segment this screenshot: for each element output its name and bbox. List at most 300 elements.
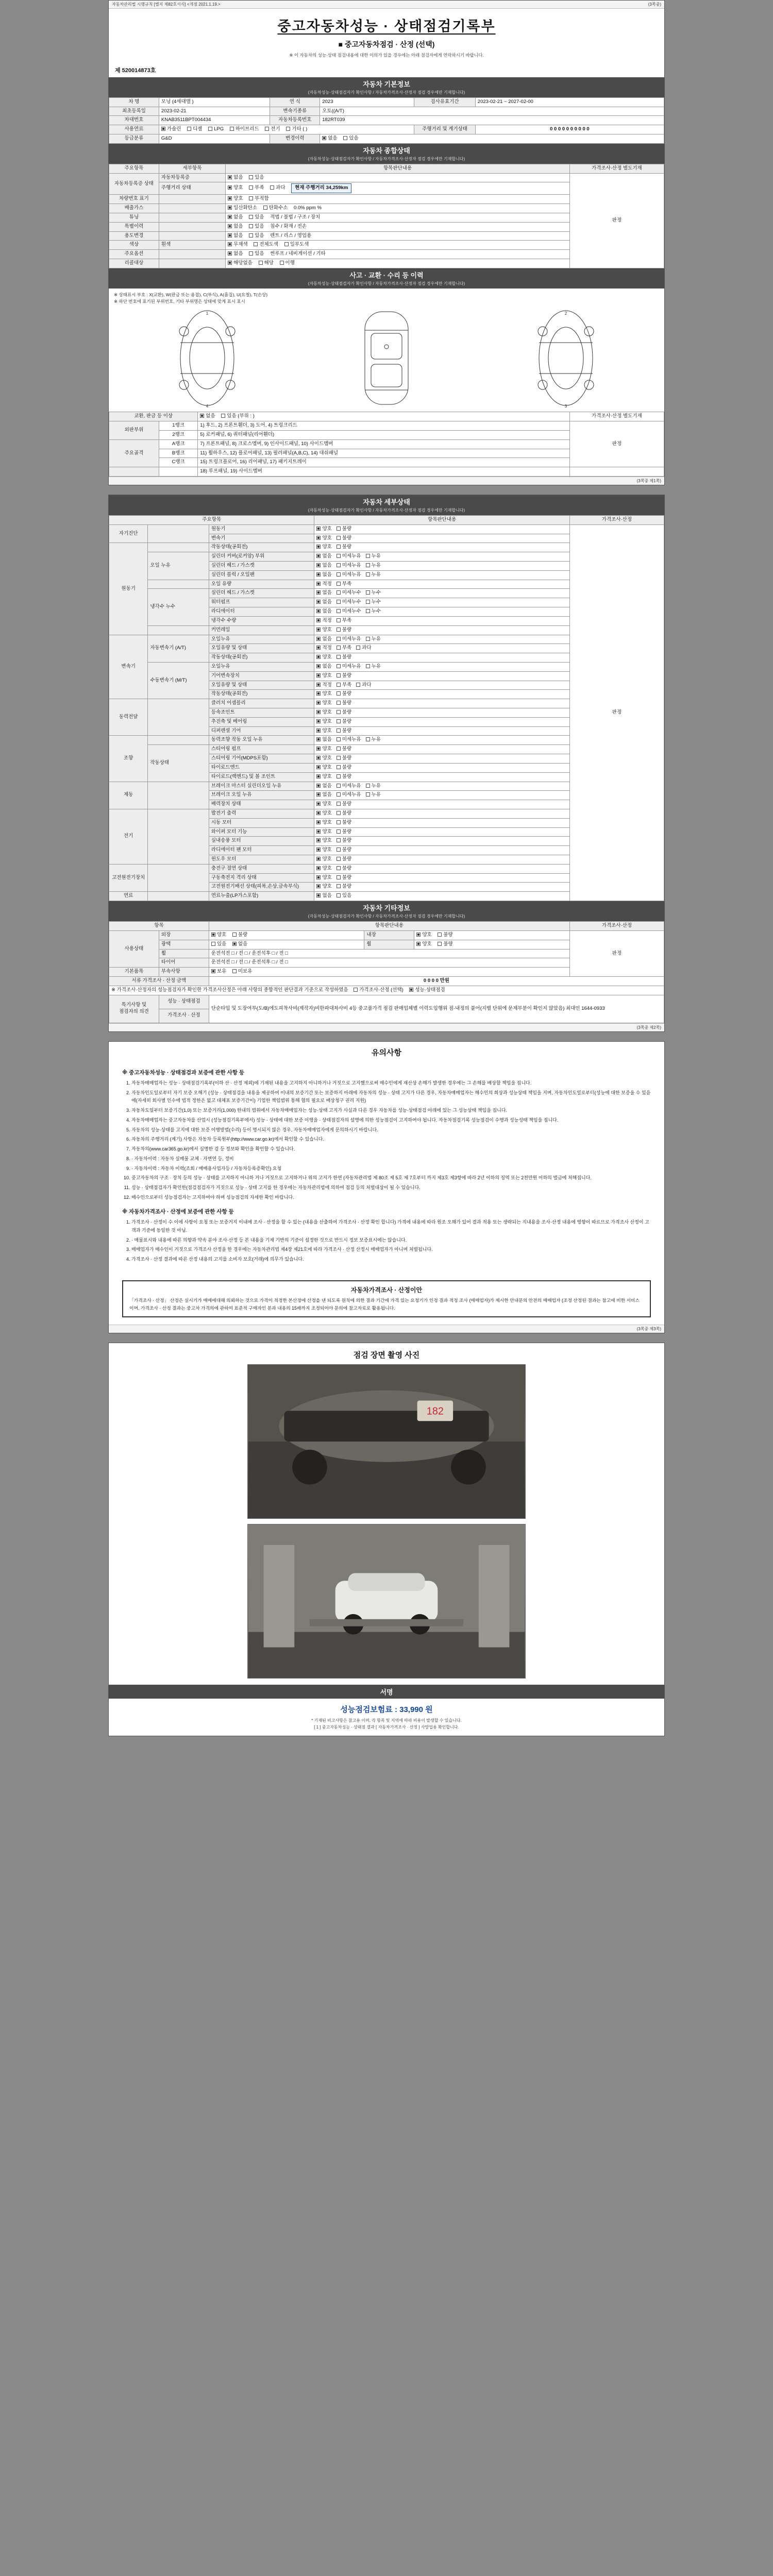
checkbox-icon[interactable] bbox=[337, 893, 341, 897]
detail-option[interactable] bbox=[337, 829, 351, 836]
checkbox-icon[interactable] bbox=[337, 701, 341, 705]
checkbox-icon[interactable] bbox=[316, 637, 321, 641]
detail-option[interactable] bbox=[366, 737, 381, 743]
opt-co[interactable]: 일산화탄소 bbox=[228, 205, 257, 212]
detail-option[interactable] bbox=[337, 728, 351, 735]
checkbox-icon[interactable] bbox=[316, 536, 321, 540]
checkbox-icon[interactable] bbox=[316, 719, 321, 723]
detail-option[interactable] bbox=[337, 627, 351, 634]
detail-option[interactable] bbox=[366, 664, 381, 670]
opt-yes-1[interactable]: 있음 bbox=[249, 175, 264, 181]
detail-option[interactable] bbox=[337, 645, 351, 652]
checkbox-icon[interactable] bbox=[316, 838, 321, 842]
detail-option[interactable] bbox=[316, 526, 331, 533]
detail-item-options[interactable] bbox=[314, 607, 569, 617]
checkbox-icon[interactable] bbox=[337, 628, 341, 632]
overall-opts-4[interactable] bbox=[226, 204, 570, 213]
checkbox-icon[interactable] bbox=[337, 747, 341, 751]
detail-option-label: 불량 bbox=[342, 672, 352, 679]
checkbox-icon[interactable] bbox=[337, 527, 341, 531]
opt-hc[interactable]: 탄화수소 bbox=[263, 205, 288, 212]
etc-wheel-bad[interactable]: 불량 bbox=[438, 941, 452, 948]
checkbox-icon[interactable] bbox=[337, 820, 341, 824]
detail-option[interactable] bbox=[316, 553, 331, 560]
checkbox-icon[interactable] bbox=[316, 820, 321, 824]
detail-option[interactable] bbox=[337, 838, 351, 844]
detail-option[interactable] bbox=[316, 801, 331, 808]
checkbox-icon[interactable] bbox=[316, 545, 321, 549]
checkbox-icon[interactable] bbox=[316, 756, 321, 760]
detail-item-options[interactable] bbox=[314, 782, 569, 791]
detail-option[interactable] bbox=[366, 792, 381, 799]
detail-option[interactable] bbox=[316, 875, 331, 882]
detail-item-options[interactable] bbox=[314, 534, 569, 543]
opt-option-none[interactable]: 없음 bbox=[228, 251, 243, 258]
detail-option[interactable] bbox=[316, 627, 331, 634]
checkbox-icon[interactable] bbox=[337, 737, 341, 741]
overall-opts-9[interactable] bbox=[226, 250, 570, 259]
opt-color-full[interactable]: 전체도색 bbox=[254, 242, 278, 248]
etc-acc-have[interactable]: 보유 bbox=[211, 969, 226, 975]
checkbox-icon[interactable] bbox=[337, 618, 341, 622]
opt-recall-na[interactable]: 해당없음 bbox=[228, 260, 253, 267]
checkbox-icon[interactable] bbox=[316, 683, 321, 687]
opt-color-partial[interactable]: 일부도색 bbox=[284, 242, 309, 248]
detail-option[interactable] bbox=[337, 755, 351, 762]
detail-option[interactable] bbox=[316, 581, 331, 588]
checkbox-icon[interactable] bbox=[316, 664, 321, 668]
checkbox-icon[interactable] bbox=[337, 600, 341, 604]
detail-option[interactable] bbox=[337, 875, 351, 882]
detail-option[interactable] bbox=[316, 838, 331, 844]
checkbox-icon[interactable] bbox=[337, 848, 341, 852]
change-history-options[interactable] bbox=[320, 134, 664, 144]
checkbox-icon[interactable] bbox=[337, 728, 341, 733]
detail-item-options[interactable] bbox=[314, 580, 569, 589]
detail-option[interactable] bbox=[316, 810, 331, 817]
detail-option[interactable] bbox=[316, 590, 331, 597]
detail-option[interactable] bbox=[337, 599, 361, 606]
detail-option[interactable] bbox=[337, 700, 351, 707]
checkbox-icon[interactable] bbox=[316, 701, 321, 705]
opt-special-yes[interactable]: 있음 bbox=[249, 224, 264, 230]
detail-item-options[interactable] bbox=[314, 598, 569, 607]
detail-item-options[interactable] bbox=[314, 855, 569, 865]
detail-option[interactable] bbox=[337, 608, 361, 615]
detail-item-options[interactable] bbox=[314, 570, 569, 580]
detail-item-options[interactable] bbox=[314, 726, 569, 736]
detail-option[interactable] bbox=[366, 599, 381, 606]
detail-item-options[interactable] bbox=[314, 690, 569, 699]
opt-tuning-yes[interactable]: 있음 bbox=[249, 214, 264, 221]
detail-item-options[interactable] bbox=[314, 635, 569, 644]
overall-opts-8[interactable] bbox=[226, 241, 570, 250]
detail-option[interactable] bbox=[316, 664, 331, 670]
detail-option[interactable] bbox=[316, 893, 331, 900]
checkbox-icon[interactable] bbox=[337, 719, 341, 723]
etc-ext-good[interactable]: 양호 bbox=[211, 932, 226, 939]
checkbox-icon[interactable] bbox=[337, 655, 341, 659]
detail-option[interactable] bbox=[366, 783, 381, 790]
checkbox-icon[interactable] bbox=[337, 563, 341, 567]
opt-good-3[interactable]: 양호 bbox=[228, 196, 243, 202]
checkbox-icon[interactable] bbox=[337, 838, 341, 842]
detail-option[interactable] bbox=[337, 572, 361, 579]
checkbox-icon[interactable] bbox=[337, 572, 341, 577]
checkbox-icon[interactable] bbox=[337, 784, 341, 788]
detail-option[interactable] bbox=[337, 847, 351, 854]
checkbox-icon[interactable] bbox=[316, 710, 321, 714]
detail-option[interactable] bbox=[316, 709, 331, 716]
accident-bottom-opts[interactable] bbox=[198, 412, 570, 421]
checkbox-icon[interactable] bbox=[316, 893, 321, 897]
opt-good-2[interactable]: 양호 bbox=[228, 185, 243, 192]
checkbox-icon[interactable] bbox=[316, 572, 321, 577]
detail-item-options[interactable] bbox=[314, 754, 569, 764]
checkbox-icon[interactable] bbox=[337, 866, 341, 870]
accident-none[interactable]: 없음 bbox=[200, 413, 215, 420]
detail-option[interactable] bbox=[316, 673, 331, 680]
detail-option[interactable] bbox=[337, 737, 361, 743]
checkbox-icon[interactable] bbox=[366, 609, 370, 613]
detail-option[interactable] bbox=[337, 544, 351, 551]
overall-opts-7[interactable] bbox=[226, 231, 570, 241]
accident-yes[interactable]: 있음 (부위 : ) bbox=[221, 413, 255, 420]
detail-option[interactable] bbox=[337, 673, 351, 680]
detail-item-options[interactable] bbox=[314, 681, 569, 690]
checkbox-icon[interactable] bbox=[337, 765, 341, 769]
checkbox-icon[interactable] bbox=[337, 683, 341, 687]
checkbox-icon[interactable] bbox=[316, 802, 321, 806]
checkbox-icon[interactable] bbox=[337, 545, 341, 549]
detail-option[interactable] bbox=[337, 810, 351, 817]
checkbox-icon[interactable] bbox=[337, 710, 341, 714]
fuel-option-gasoline[interactable]: 가솔린 bbox=[161, 126, 181, 133]
etc-opts-polish[interactable] bbox=[209, 940, 364, 949]
checkbox-icon[interactable] bbox=[316, 857, 321, 861]
detail-item-options[interactable] bbox=[314, 717, 569, 726]
etc-wheel-good[interactable]: 양호 bbox=[416, 941, 431, 948]
detail-option[interactable] bbox=[337, 618, 351, 624]
checkbox-icon[interactable] bbox=[337, 664, 341, 668]
checkbox-icon[interactable] bbox=[337, 857, 341, 861]
detail-option[interactable] bbox=[356, 645, 371, 652]
detail-item-options[interactable] bbox=[314, 562, 569, 571]
checkbox-icon[interactable] bbox=[316, 600, 321, 604]
checkbox-icon[interactable] bbox=[316, 609, 321, 613]
overall-opts-5[interactable] bbox=[226, 213, 570, 222]
detail-option[interactable] bbox=[337, 581, 351, 588]
detail-option[interactable] bbox=[316, 700, 331, 707]
detail-item-options[interactable] bbox=[314, 662, 569, 671]
detail-option[interactable] bbox=[316, 856, 331, 863]
opt-special-none[interactable]: 없음 bbox=[228, 224, 243, 230]
checkbox-icon[interactable] bbox=[316, 848, 321, 852]
detail-item-options[interactable] bbox=[314, 625, 569, 635]
checkbox-icon[interactable] bbox=[337, 802, 341, 806]
detail-option[interactable] bbox=[337, 636, 361, 643]
opt-option-yes[interactable]: 있음 bbox=[249, 251, 264, 258]
checkbox-icon[interactable] bbox=[316, 590, 321, 595]
overall-opts-10[interactable] bbox=[226, 259, 570, 268]
detail-item-options[interactable] bbox=[314, 543, 569, 552]
checkbox-icon[interactable] bbox=[316, 655, 321, 659]
etc-ext-bad[interactable]: 불량 bbox=[232, 932, 247, 939]
detail-item-options[interactable] bbox=[314, 883, 569, 892]
checkbox-icon[interactable] bbox=[316, 747, 321, 751]
detail-option[interactable] bbox=[316, 755, 331, 762]
checkbox-icon[interactable] bbox=[337, 673, 341, 677]
overall-opts-3[interactable] bbox=[226, 195, 570, 204]
detail-option[interactable] bbox=[316, 535, 331, 542]
detail-item-options[interactable] bbox=[314, 671, 569, 681]
overall-opts-1[interactable] bbox=[226, 173, 570, 182]
fuel-options[interactable] bbox=[159, 125, 414, 134]
checkbox-icon[interactable] bbox=[316, 884, 321, 888]
opt-recall-yes[interactable]: 해당 bbox=[259, 260, 274, 267]
detail-option[interactable] bbox=[316, 608, 331, 615]
detail-option[interactable] bbox=[337, 682, 351, 689]
detail-option[interactable] bbox=[366, 563, 381, 569]
detail-item-options[interactable] bbox=[314, 653, 569, 663]
detail-item-options[interactable] bbox=[314, 809, 569, 818]
checkbox-icon[interactable] bbox=[337, 646, 341, 650]
checkbox-icon[interactable] bbox=[366, 590, 370, 595]
detail-item-options[interactable] bbox=[314, 873, 569, 883]
checkbox-icon[interactable] bbox=[316, 618, 321, 622]
checkbox-icon[interactable] bbox=[316, 792, 321, 796]
detail-item-options[interactable] bbox=[314, 708, 569, 718]
checkbox-icon[interactable] bbox=[366, 600, 370, 604]
fuel-option-hybrid[interactable]: 하이브리드 bbox=[230, 126, 259, 133]
checkbox-icon[interactable] bbox=[337, 875, 341, 879]
checkbox-icon[interactable] bbox=[316, 866, 321, 870]
checkbox-icon[interactable] bbox=[366, 637, 370, 641]
checkbox-icon[interactable] bbox=[316, 829, 321, 834]
checkbox-icon[interactable] bbox=[316, 582, 321, 586]
opt-color-original[interactable]: 무채색 bbox=[228, 242, 248, 248]
detail-option[interactable] bbox=[337, 884, 351, 890]
checkbox-icon[interactable] bbox=[316, 737, 321, 741]
checkbox-icon[interactable] bbox=[337, 756, 341, 760]
detail-option[interactable] bbox=[337, 709, 351, 716]
opt-over-2[interactable]: 과다 bbox=[270, 185, 285, 192]
fuel-option-electric[interactable]: 전기 bbox=[265, 126, 280, 133]
checkbox-icon[interactable] bbox=[356, 646, 360, 650]
detail-item-label: 디퍼렌셜 기어 bbox=[209, 726, 314, 736]
detail-option[interactable] bbox=[316, 719, 331, 725]
detail-option[interactable] bbox=[316, 884, 331, 890]
detail-option[interactable] bbox=[316, 765, 331, 771]
overall-opts-2[interactable] bbox=[226, 182, 570, 195]
checkbox-icon[interactable] bbox=[316, 673, 321, 677]
checkbox-icon[interactable] bbox=[366, 737, 370, 741]
etc-opts-accessory[interactable] bbox=[209, 968, 569, 977]
checkbox-icon[interactable] bbox=[337, 691, 341, 696]
checkbox-icon[interactable] bbox=[316, 646, 321, 650]
checkbox-icon[interactable] bbox=[316, 563, 321, 567]
detail-option[interactable] bbox=[316, 544, 331, 551]
checkbox-icon[interactable] bbox=[337, 829, 341, 834]
detail-option[interactable] bbox=[316, 599, 331, 606]
detail-option[interactable] bbox=[366, 636, 381, 643]
opt-bad-3[interactable]: 부적합 bbox=[249, 196, 269, 202]
detail-item-options[interactable] bbox=[314, 552, 569, 562]
checkbox-icon[interactable] bbox=[337, 792, 341, 796]
detail-option[interactable] bbox=[337, 746, 351, 753]
detail-option[interactable] bbox=[316, 636, 331, 643]
checkbox-icon[interactable] bbox=[316, 527, 321, 531]
detail-option[interactable] bbox=[316, 572, 331, 579]
opt-use-none[interactable]: 없음 bbox=[228, 233, 243, 240]
change-none[interactable]: 없음 bbox=[322, 135, 337, 142]
checkbox-icon[interactable] bbox=[337, 884, 341, 888]
etc-opts-ext[interactable] bbox=[209, 930, 364, 940]
detail-option[interactable] bbox=[337, 590, 361, 597]
detail-option[interactable] bbox=[316, 783, 331, 790]
checkbox-icon[interactable] bbox=[316, 691, 321, 696]
detail-option[interactable] bbox=[316, 645, 331, 652]
detail-item-options[interactable] bbox=[314, 616, 569, 625]
checkbox-icon[interactable] bbox=[316, 875, 321, 879]
opt-tuning-none[interactable]: 없음 bbox=[228, 214, 243, 221]
detail-item-options[interactable] bbox=[314, 736, 569, 745]
detail-option[interactable] bbox=[337, 820, 351, 826]
detail-item-options[interactable] bbox=[314, 745, 569, 754]
detail-item-options[interactable] bbox=[314, 818, 569, 827]
checkbox-icon[interactable] bbox=[366, 784, 370, 788]
checkbox-icon[interactable] bbox=[316, 728, 321, 733]
change-yes[interactable]: 있음 bbox=[343, 135, 358, 142]
fuel-option-lpg[interactable]: LPG bbox=[208, 126, 224, 133]
checkbox-icon[interactable] bbox=[337, 582, 341, 586]
detail-option[interactable] bbox=[316, 866, 331, 872]
fuel-option-other[interactable]: 기타 ( ) bbox=[286, 126, 307, 133]
etc-polish-yes[interactable]: 있음 bbox=[211, 941, 226, 948]
detail-item-options[interactable] bbox=[314, 763, 569, 772]
detail-option[interactable] bbox=[337, 535, 351, 542]
etc-int-bad[interactable]: 불량 bbox=[438, 932, 452, 939]
detail-option[interactable] bbox=[337, 783, 361, 790]
detail-option[interactable] bbox=[316, 728, 331, 735]
checkbox-icon[interactable] bbox=[337, 774, 341, 778]
etc-acc-none[interactable]: 미보유 bbox=[232, 969, 253, 975]
foot-check-perf[interactable]: 성능·상태점검 bbox=[409, 987, 445, 994]
detail-option[interactable] bbox=[356, 682, 371, 689]
opt-none-1[interactable]: 없음 bbox=[228, 175, 243, 181]
foot-check-price[interactable]: 가격조사·산정 (선택) bbox=[354, 987, 404, 994]
etc-int-good[interactable]: 양호 bbox=[416, 932, 431, 939]
detail-option[interactable] bbox=[316, 746, 331, 753]
detail-option[interactable] bbox=[337, 654, 351, 661]
detail-option[interactable] bbox=[337, 563, 361, 569]
etc-opts-int[interactable] bbox=[414, 930, 570, 940]
opt-recall-done[interactable]: 이행 bbox=[280, 260, 295, 267]
detail-option[interactable] bbox=[316, 820, 331, 826]
etc-opts-wheel[interactable] bbox=[414, 940, 570, 949]
checkbox-icon[interactable] bbox=[366, 792, 370, 796]
checkbox-icon[interactable] bbox=[337, 536, 341, 540]
etc-wheel-positions[interactable]: 운전석전 □ / 전 □ / 운전석후 □ / 전 □ bbox=[209, 949, 569, 958]
detail-option[interactable] bbox=[316, 691, 331, 698]
checkbox-icon[interactable] bbox=[316, 774, 321, 778]
detail-item-options[interactable] bbox=[314, 772, 569, 782]
checkbox-icon[interactable] bbox=[316, 628, 321, 632]
detail-option[interactable] bbox=[337, 866, 351, 872]
checkbox-icon[interactable] bbox=[337, 554, 341, 558]
detail-item-options[interactable] bbox=[314, 827, 569, 837]
checkbox-icon[interactable] bbox=[316, 811, 321, 815]
detail-item-options[interactable] bbox=[314, 800, 569, 809]
checkbox-icon[interactable] bbox=[366, 572, 370, 577]
detail-item-options[interactable] bbox=[314, 864, 569, 873]
detail-item-options[interactable] bbox=[314, 846, 569, 855]
detail-item-options[interactable] bbox=[314, 791, 569, 800]
detail-item-options[interactable] bbox=[314, 699, 569, 708]
fuel-option-diesel[interactable]: 디젤 bbox=[187, 126, 202, 133]
checkbox-icon[interactable] bbox=[316, 554, 321, 558]
detail-option[interactable] bbox=[337, 719, 351, 725]
detail-item-options[interactable] bbox=[314, 589, 569, 598]
checkbox-icon[interactable] bbox=[316, 784, 321, 788]
etc-polish-no[interactable]: 없음 bbox=[232, 941, 247, 948]
opt-use-yes[interactable]: 있음 bbox=[249, 233, 264, 240]
checkbox-icon[interactable] bbox=[356, 683, 360, 687]
detail-option[interactable] bbox=[316, 563, 331, 569]
detail-item-label: 오일 유량 bbox=[209, 580, 314, 589]
detail-item-options[interactable] bbox=[314, 644, 569, 653]
detail-option[interactable] bbox=[316, 682, 331, 689]
opt-short-2[interactable]: 부족 bbox=[249, 185, 264, 192]
detail-option[interactable] bbox=[337, 765, 351, 771]
checkbox-icon[interactable] bbox=[366, 563, 370, 567]
etc-tire-positions[interactable]: 운전석전 □ / 전 □ / 운전석후 □ / 전 □ bbox=[209, 958, 569, 968]
detail-option[interactable] bbox=[316, 618, 331, 624]
detail-option[interactable] bbox=[337, 792, 361, 799]
detail-option[interactable] bbox=[337, 664, 361, 670]
detail-option[interactable] bbox=[366, 553, 381, 560]
detail-option[interactable] bbox=[366, 590, 381, 597]
detail-item-options[interactable] bbox=[314, 837, 569, 846]
checkbox-icon[interactable] bbox=[316, 765, 321, 769]
detail-option[interactable] bbox=[337, 691, 351, 698]
checkbox-icon[interactable] bbox=[337, 590, 341, 595]
detail-option[interactable] bbox=[337, 526, 351, 533]
detail-option[interactable] bbox=[337, 801, 351, 808]
special-detail: 침수 / 화재 / 전손 bbox=[270, 223, 307, 229]
detail-option[interactable] bbox=[316, 792, 331, 799]
detail-option[interactable] bbox=[366, 608, 381, 615]
detail-item-options[interactable] bbox=[314, 524, 569, 534]
detail-item-options[interactable] bbox=[314, 892, 569, 901]
detail-option[interactable] bbox=[337, 856, 351, 863]
detail-option[interactable] bbox=[316, 737, 331, 743]
checkbox-icon[interactable] bbox=[337, 811, 341, 815]
detail-option[interactable] bbox=[316, 829, 331, 836]
detail-option[interactable] bbox=[316, 774, 331, 781]
checkbox-icon[interactable] bbox=[337, 609, 341, 613]
detail-option[interactable] bbox=[366, 572, 381, 579]
detail-option[interactable] bbox=[337, 774, 351, 781]
checkbox-icon[interactable] bbox=[366, 664, 370, 668]
detail-option[interactable] bbox=[316, 847, 331, 854]
detail-option[interactable] bbox=[337, 553, 361, 560]
overall-opts-6[interactable] bbox=[226, 222, 570, 231]
checkbox-icon[interactable] bbox=[337, 637, 341, 641]
checkbox-icon[interactable] bbox=[366, 554, 370, 558]
detail-option[interactable] bbox=[337, 893, 351, 900]
detail-option[interactable] bbox=[316, 654, 331, 661]
